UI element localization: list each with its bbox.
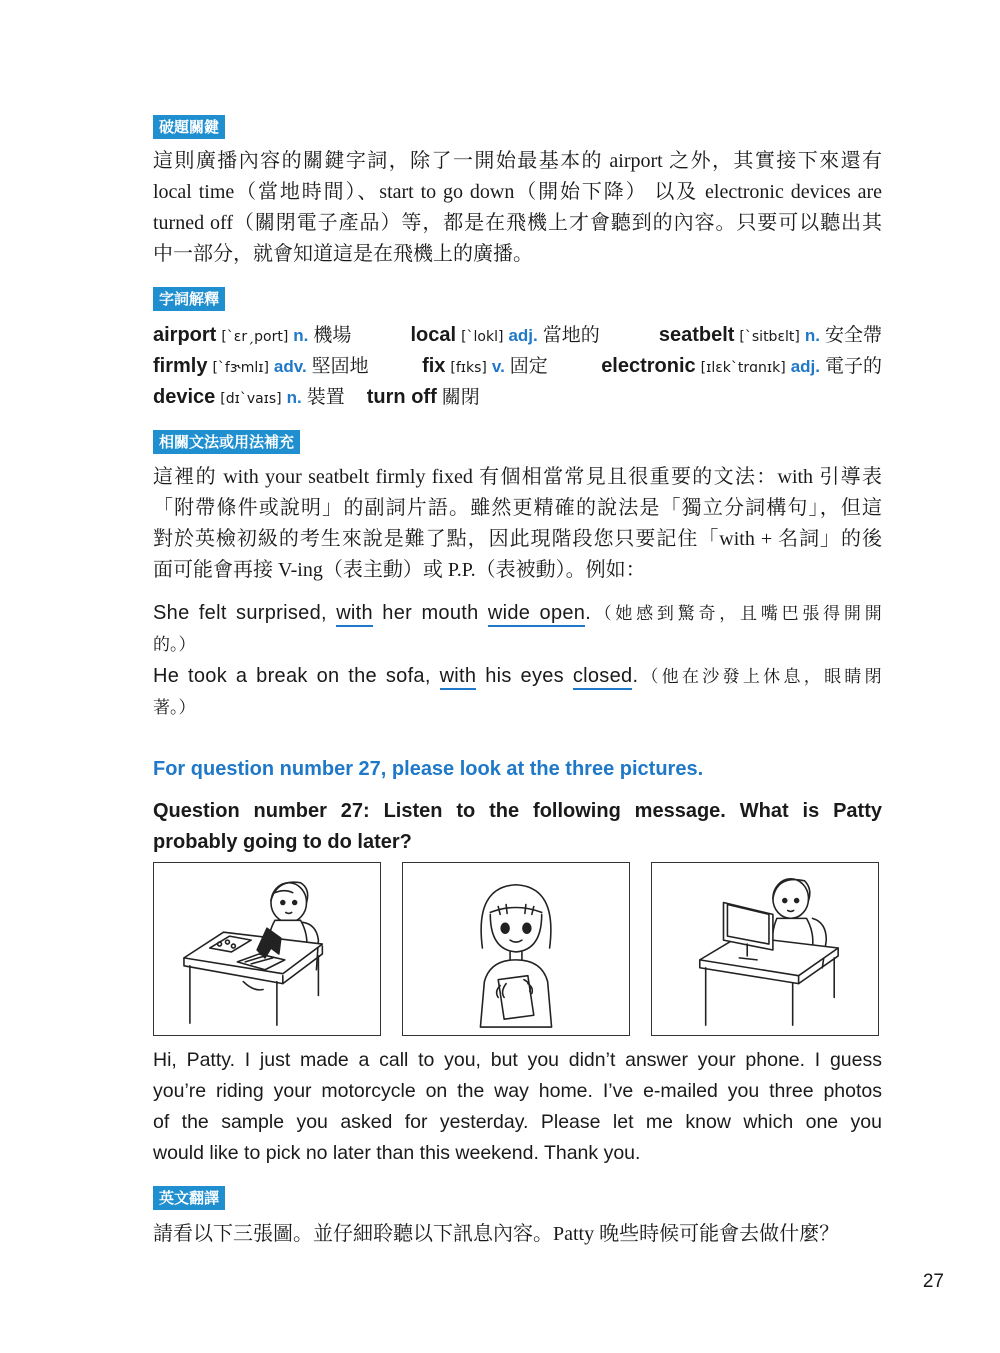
example-translation: 著。） [153,698,196,718]
underlined-phrase: wide open [488,602,585,627]
question-title [153,796,882,858]
translation-paragraph [153,1219,882,1250]
underlined-phrase: with [336,602,373,627]
grammar-line: 面可能會再接 V-ing（表主動）或 P.P.（表被動）。例如： [153,559,646,581]
grammar-line: 這裡的 with your seatbelt firmly fixed 有個相當常見且很重要的文法：with 引導表 [153,466,882,488]
vocab-word: device [153,386,216,408]
key-line: 這則廣播內容的關鍵字詞，除了一開始最基本的 airport 之外，其實接下來還有 [153,150,882,172]
example-translation: （他在沙發上休息，眼睛閉 [638,667,882,687]
vocab-item [153,320,351,353]
message-line: would like to pick no later than this weekend. Thank you. [153,1142,641,1164]
grammar-line: 對於英檢初級的考生來說是難了點，因此現階段您只要記住「with + 名詞」的後 [153,528,882,550]
question-line: Question number 27: Listen to the following message. What is Patty [153,800,882,822]
vocab-item [153,382,345,415]
vocab-item [367,382,480,413]
vocab-item [601,351,882,384]
key-paragraph [153,146,882,270]
vocab-word: fix [422,355,446,377]
example-translation: （她感到驚奇，且嘴巴張得開開 [591,604,883,624]
vocab-row [153,320,882,351]
vocab-meaning: 電子的 [824,355,882,377]
vocab-word: turn off [366,386,437,408]
girl-holding-paper-illustration [403,863,629,1035]
section-label-translation: 英文翻譯 [153,1186,225,1210]
picture-c [651,862,879,1036]
key-line: turned off（關閉電子產品）等，都是在飛機上才會聽到的內容。只要可以聽出其 [153,212,882,234]
vocab-ipa: [dɪˋvaɪs] [220,391,282,407]
vocab-pos: adj. [508,326,538,345]
message-paragraph [153,1045,882,1169]
vocab-meaning: 當地的 [542,324,600,346]
vocab-meaning: 裝置 [306,386,345,408]
vocab-row [153,351,882,382]
vocab-word: electronic [601,355,696,377]
example-text: . [632,665,639,687]
vocab-item [410,320,599,353]
section-label-vocab: 字詞解釋 [153,287,225,311]
vocab-meaning: 堅固地 [311,355,369,377]
vocab-meaning: 機場 [313,324,352,346]
example-text: He took a break on the sofa, [153,665,440,687]
vocab-ipa: [fɪks] [450,360,487,376]
picture-b [402,862,630,1036]
grammar-line: 「附帶條件或說明」的副詞片語。雖然更精確的說法是「獨立分詞構句」，但這 [153,497,882,519]
page-number: 27 [922,1271,944,1292]
vocab-ipa: [ˋfɝmlɪ] [212,360,269,376]
section-label-grammar: 相關文法或用法補充 [153,430,300,454]
vocab-pos: n. [293,326,309,345]
underlined-phrase: closed [573,665,633,690]
example-text: . [585,602,592,624]
question-intro: For question number 27, please look at the three pictures. [153,758,704,780]
vocab-meaning: 關閉 [441,386,480,408]
vocab-word: local [410,324,457,346]
message-line: Hi, Patty. I just made a call to you, but you didn’t answer your phone. I guess [153,1049,882,1071]
vocab-item [422,351,548,384]
key-line: local time（當地時間）、start to go down（開始下降） 以及 electronic devices are [153,181,882,203]
vocab-pos: adv. [273,357,307,376]
vocab-word: airport [153,324,217,346]
grammar-paragraph [153,462,882,586]
vocab-word: seatbelt [658,324,735,346]
example-text: her mouth [372,602,488,624]
picture-a [153,862,381,1036]
section-label-key: 破題關鍵 [153,115,225,139]
vocab-pos: v. [491,357,505,376]
vocab-ipa: [ɪlɛkˋtrɑnɪk] [700,360,786,376]
example-sentence-1 [153,598,882,661]
translation-line: 請看以下三張圖。並仔細聆聽以下訊息內容。Patty 晚些時候可能會去做什麼？ [153,1223,840,1245]
vocab-item [659,320,882,353]
key-line: 中一部分，就會知道這是在飛機上的廣播。 [153,243,533,265]
vocab-ipa: [ˋsitbɛlt] [739,329,800,345]
vocab-pos: n. [286,388,302,407]
vocab-ipa: [ˋlokl] [461,329,504,345]
example-text: his eyes [476,665,573,687]
vocab-pos: adj. [790,357,820,376]
underlined-phrase: with [440,665,477,690]
example-text: She felt surprised, [153,602,337,624]
vocab-meaning: 固定 [509,355,548,377]
vocab-item [153,351,369,384]
vocab-ipa: [ˋɛrˏport] [221,329,289,345]
vocab-row [153,382,882,413]
question-line: probably going to do later? [153,831,412,853]
girl-sorting-papers-illustration [154,863,380,1035]
girl-at-computer-illustration [652,863,878,1035]
vocab-word: firmly [153,355,208,377]
message-line: of the sample you asked for yesterday. Please let me know which one you [153,1111,882,1133]
vocab-pos: n. [804,326,820,345]
vocab-meaning: 安全帶 [824,324,882,346]
example-translation: 的。） [153,635,196,655]
example-sentence-2 [153,661,882,724]
message-line: you’re riding your motorcycle on the way home. I’ve e-mailed you three photos [153,1080,882,1102]
